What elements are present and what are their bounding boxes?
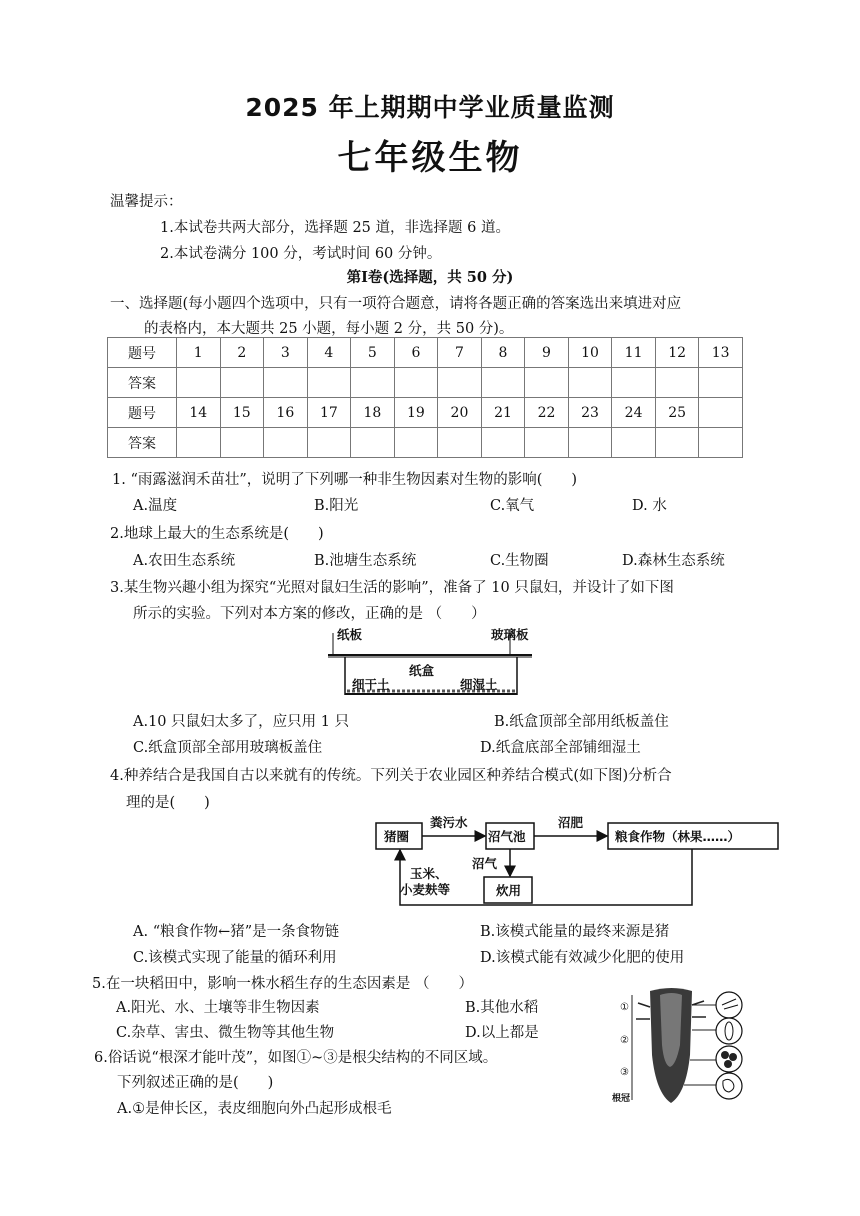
table-cell: 13 [699,338,743,368]
table-cell: 12 [655,338,699,368]
table-cell: 14 [177,398,221,428]
table-cell: 22 [525,398,569,428]
table-row [108,368,743,398]
table-cell-label: 答案 [108,368,177,398]
q1-option-c[interactable]: C.氧气 [490,498,535,514]
q6-stem-1: 6.俗话说“根深才能叶茂”，如图①~③是根尖结构的不同区域。 [94,1050,498,1066]
root-label-3: ③ [620,1067,629,1078]
q5-option-c[interactable]: C.杂草、害虫、微生物等其他生物 [116,1025,335,1041]
q1-option-d[interactable]: D. 水 [632,498,667,514]
q2-stem: 2.地球上最大的生态系统是( ) [110,526,324,542]
node-pig-pen: 猪圈 [384,829,410,844]
table-row [108,428,743,458]
q3-stem-2: 所示的实验。下列对本方案的修改，正确的是 （ ） [133,606,486,622]
table-cell: 20 [438,398,482,428]
edge-biogas: 沼气 [472,856,498,871]
q3-option-a[interactable]: A.10 只鼠妇太多了，应只用 1 只 [133,714,350,730]
table-cell: 4 [307,338,351,368]
answer-table [107,337,743,458]
answer-cell[interactable] [612,428,656,458]
table-cell: 5 [351,338,395,368]
q2-option-c[interactable]: C.生物圈 [490,553,549,569]
root-label-2: ② [620,1035,629,1046]
table-cell-label: 题号 [108,338,177,368]
q3-option-b[interactable]: B.纸盒顶部全部用纸板盖住 [494,714,669,730]
answer-cell[interactable] [481,368,525,398]
edge-feed-line2: 小麦麸等 [400,882,451,897]
part1-instruction-2: 的表格内，本大题共 25 小题，每小题 2 分，共 50 分)。 [144,321,514,337]
table-cell: 10 [568,338,612,368]
answer-cell[interactable] [438,368,482,398]
answer-cell[interactable] [394,368,438,398]
answer-cell[interactable] [351,428,395,458]
table-cell: 3 [264,338,308,368]
node-cooking: 炊用 [496,883,522,898]
answer-cell[interactable] [351,368,395,398]
q2-option-a[interactable]: A.农田生态系统 [133,553,236,569]
answer-cell[interactable] [655,428,699,458]
q6-stem-2: 下列叙述正确的是( ) [117,1075,274,1091]
part1-instruction-1: 一、选择题(每小题四个选项中，只有一项符合题意，请将各题正确的答案选出来填进对应 [110,296,682,312]
q4-option-a[interactable]: A. “粮食作物←猪”是一条食物链 [133,924,340,940]
edge-biogas-fertilizer: 沼肥 [558,815,584,830]
answer-cell[interactable] [307,428,351,458]
q5-option-d[interactable]: D.以上都是 [465,1025,539,1041]
table-cell: 11 [612,338,656,368]
table-cell-label: 题号 [108,398,177,428]
answer-cell[interactable] [612,368,656,398]
q6-option-a[interactable]: A.①是伸长区，表皮细胞向外凸起形成根毛 [117,1101,392,1117]
q5-option-b[interactable]: B.其他水稻 [465,1000,539,1016]
q4-stem-1: 4.种养结合是我国自古以来就有的传统。下列关于农业园区种养结合模式(如下图)分析合 [110,768,672,784]
table-cell [699,398,743,428]
table-cell: 7 [438,338,482,368]
answer-cell[interactable] [307,368,351,398]
table-row [108,338,743,368]
answer-cell[interactable] [220,368,264,398]
q4-stem-2: 理的是( ) [126,795,210,811]
exam-title: 2025 年上期期中学业质量监测 [245,93,615,122]
edge-sewage: 粪污水 [430,815,468,830]
root-cap-label: 根冠 [612,1094,631,1104]
q3-stem-1: 3.某生物兴趣小组为探究“光照对鼠妇生活的影响”，准备了 10 只鼠妇，并设计了如下图 [110,580,674,596]
q1-option-b[interactable]: B.阳光 [314,498,359,514]
answer-cell[interactable] [177,428,221,458]
notice-item-2: 2.本试卷满分 100 分，考试时间 60 分钟。 [160,246,442,262]
q4-option-d[interactable]: D.该模式能有效减少化肥的使用 [480,950,685,966]
q3-option-c[interactable]: C.纸盒顶部全部用玻璃板盖住 [133,740,323,756]
table-cell: 18 [351,398,395,428]
answer-cell[interactable] [525,368,569,398]
table-cell: 19 [394,398,438,428]
answer-cell[interactable] [394,428,438,458]
q1-stem: 1. “雨露滋润禾苗壮”，说明了下列哪一种非生物因素对生物的影响( ) [112,472,578,488]
q5-stem: 5.在一块稻田中，影响一株水稻生存的生态因素是 （ ） [92,976,473,992]
woodlouse-experiment-figure [325,625,535,699]
label-dry-soil: 细干土 [352,677,390,692]
node-biogas-pool: 沼气池 [488,829,526,844]
q2-option-d[interactable]: D.森林生态系统 [622,553,725,569]
root-tip-figure [612,985,748,1110]
table-cell: 21 [481,398,525,428]
table-cell: 9 [525,338,569,368]
table-cell: 15 [220,398,264,428]
q4-option-b[interactable]: B.该模式能量的最终来源是猪 [480,924,670,940]
table-cell: 25 [655,398,699,428]
answer-cell[interactable] [220,428,264,458]
answer-cell[interactable] [699,368,743,398]
label-wet-soil: 细湿土 [460,677,498,692]
q1-option-a[interactable]: A.温度 [133,498,178,514]
q2-option-b[interactable]: B.池塘生态系统 [314,553,417,569]
table-cell: 6 [394,338,438,368]
q4-option-c[interactable]: C.该模式实现了能量的循环利用 [133,950,337,966]
answer-cell[interactable] [699,428,743,458]
answer-cell[interactable] [438,428,482,458]
table-cell: 1 [177,338,221,368]
label-paper-box: 纸盒 [409,663,435,678]
answer-cell[interactable] [481,428,525,458]
table-cell-label: 答案 [108,428,177,458]
table-cell: 24 [612,398,656,428]
label-paper-board: 纸板 [337,627,363,642]
table-cell: 17 [307,398,351,428]
notice-label: 温馨提示： [110,194,183,210]
table-cell: 16 [264,398,308,428]
edge-feed-line1: 玉米、 [410,866,448,881]
answer-cell[interactable] [525,428,569,458]
root-label-1: ① [620,1002,629,1013]
table-row [108,398,743,428]
answer-cell[interactable] [177,368,221,398]
node-crops: 粮食作物（林果……） [615,829,741,844]
q3-option-d[interactable]: D.纸盒底部全部铺细湿土 [480,740,641,756]
answer-cell[interactable] [568,368,612,398]
table-cell: 23 [568,398,612,428]
answer-cell[interactable] [264,368,308,398]
answer-cell[interactable] [655,368,699,398]
table-cell: 2 [220,338,264,368]
label-glass-board: 玻璃板 [491,627,529,642]
root-tip-diagram [612,985,748,1110]
part1-heading: 第Ⅰ卷(选择题，共 50 分) [346,269,514,286]
answer-cell[interactable] [568,428,612,458]
answer-cell[interactable] [264,428,308,458]
table-cell: 8 [481,338,525,368]
notice-item-1: 1.本试卷共两大部分，选择题 25 道，非选择题 6 道。 [160,220,510,236]
q5-option-a[interactable]: A.阳光、水、土壤等非生物因素 [116,1000,320,1016]
farming-cycle-figure [372,810,784,910]
subject-title: 七年级生物 [337,138,523,178]
